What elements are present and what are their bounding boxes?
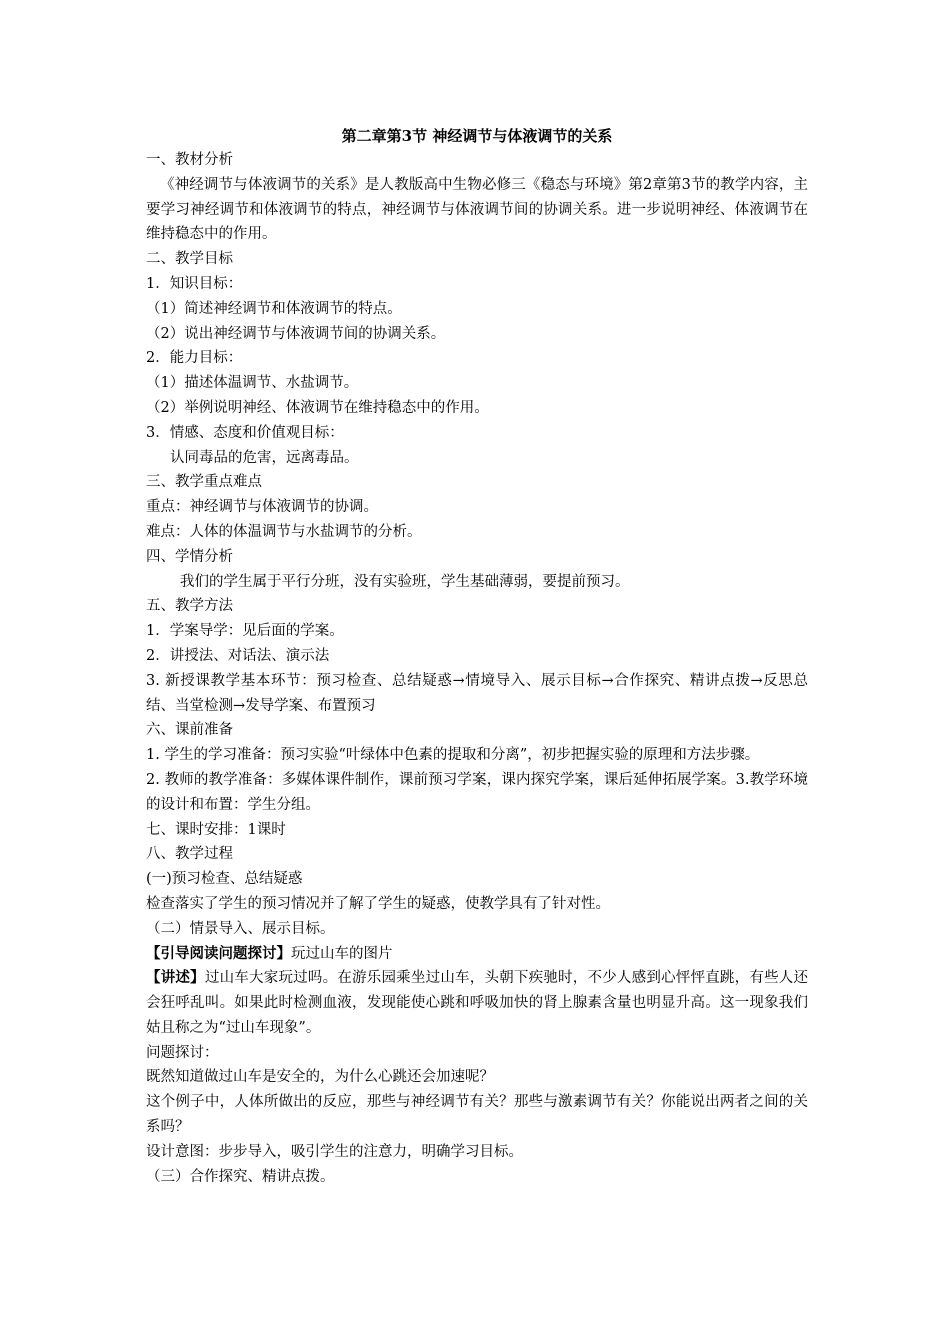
process-step-heading: (一)预习检查、总结疑惑 [146, 871, 303, 888]
emotion-goal-item: 认同毒品的危害，远离毒品。 [170, 449, 359, 466]
guided-reading-line [146, 942, 808, 967]
knowledge-goals-heading: 1．知识目标： [146, 275, 243, 292]
difficult-point-text: 难点：人体的体温调节与水盐调节的分析。 [146, 523, 422, 540]
question-item: 既然知道做过山车是安全的，为什么心跳还会加速呢？ [146, 1069, 494, 1086]
knowledge-goal-item: （2）说出神经调节与体液调节间的协调关系。 [146, 325, 446, 342]
section-heading-student-analysis: 四、学情分析 [146, 548, 233, 565]
student-analysis-paragraph: 我们的学生属于平行分班，没有实验班，学生基础薄弱，要提前预习。 [180, 573, 630, 590]
teaching-method-item: 3. 新授课教学基本环节：预习检查、总结疑惑→情境导入、展示目标→合作探究、精讲点拨→反思总结、当堂检测→发导学案、布置预习 [146, 672, 808, 714]
document-page [146, 124, 808, 1189]
section-heading-preparation: 六、课前准备 [146, 722, 233, 739]
teaching-method-item: 2．讲授法、对话法、演示法 [146, 647, 330, 664]
ability-goal-item: （2）举例说明神经、体液调节在维持稳态中的作用。 [146, 399, 489, 416]
guided-reading-text: 玩过山车的图片 [291, 945, 393, 962]
question-item: 这个例子中，人体所做出的反应，那些与神经调节有关？那些与激素调节有关？你能说出两者之间的关系吗？ [146, 1094, 808, 1136]
knowledge-goal-item: （1）简述神经调节和体液调节的特点。 [146, 300, 402, 317]
document-title: 第二章第3节 神经调节与体液调节的关系 [341, 127, 613, 145]
teaching-method-item: 1．学案导学：见后面的学案。 [146, 623, 344, 640]
ability-goal-item: （1）描述体温调节、水盐调节。 [146, 375, 359, 392]
process-step-heading: （三）合作探究、精讲点拨。 [146, 1168, 335, 1185]
question-heading: 问题探讨： [146, 1044, 219, 1061]
section-heading-teaching-goals: 二、教学目标 [146, 251, 233, 268]
student-preparation-paragraph: 1. 学生的学习准备：预习实验“叶绿体中色素的提取和分离”，初步把握实验的原理和方法步骤。 [146, 747, 760, 764]
section-heading-teaching-methods: 五、教学方法 [146, 598, 233, 615]
ability-goals-heading: 2．能力目标： [146, 350, 243, 367]
teacher-preparation-paragraph: 2. 教师的教学准备：多媒体课件制作，课前预习学案，课内探究学案，课后延伸拓展学案。3.教学环境的设计和布置：学生分组。 [146, 771, 808, 813]
guided-reading-label: 【引导阅读问题探讨】 [146, 944, 291, 962]
textbook-analysis-paragraph: 《神经调节与体液调节的关系》是人教版高中生物必修三《稳态与环境》第2章第3节的教学内容，主要学习神经调节和体液调节的特点，神经调节与体液调节间的协调关系。进一步说明神经、体液调节在维持稳态中的作用。 [146, 176, 808, 243]
design-intent-text: 设计意图：步步导入，吸引学生的注意力，明确学习目标。 [146, 1143, 523, 1160]
key-point-text: 重点：神经调节与体液调节的协调。 [146, 499, 378, 516]
section-heading-teaching-process: 八、教学过程 [146, 846, 233, 863]
section-heading-textbook-analysis: 一、教材分析 [146, 152, 233, 168]
emotion-goals-heading: 3．情感、态度和价值观目标： [146, 424, 344, 441]
process-step-heading: （二）情景导入、展示目标。 [146, 920, 335, 937]
lecture-label: 【讲述】 [146, 969, 205, 987]
lecture-text: 过山车大家玩过吗。在游乐园乘坐过山车，头朝下疾驰时，不少人感到心怦怦直跳，有些人还会狂呼乱叫。如果此时检测血液，发现能使心跳和呼吸加快的肾上腺素含量也明显升高。这一现象我们姑且称之为“过山车现象”。 [146, 970, 809, 1036]
section-heading-schedule: 七、课时安排：1课时 [146, 821, 286, 838]
section-heading-key-points: 三、教学重点难点 [146, 474, 262, 491]
process-step-paragraph: 检查落实了学生的预习情况并了解了学生的疑惑，使教学具有了针对性。 [146, 895, 610, 912]
lecture-paragraph [146, 966, 808, 1040]
